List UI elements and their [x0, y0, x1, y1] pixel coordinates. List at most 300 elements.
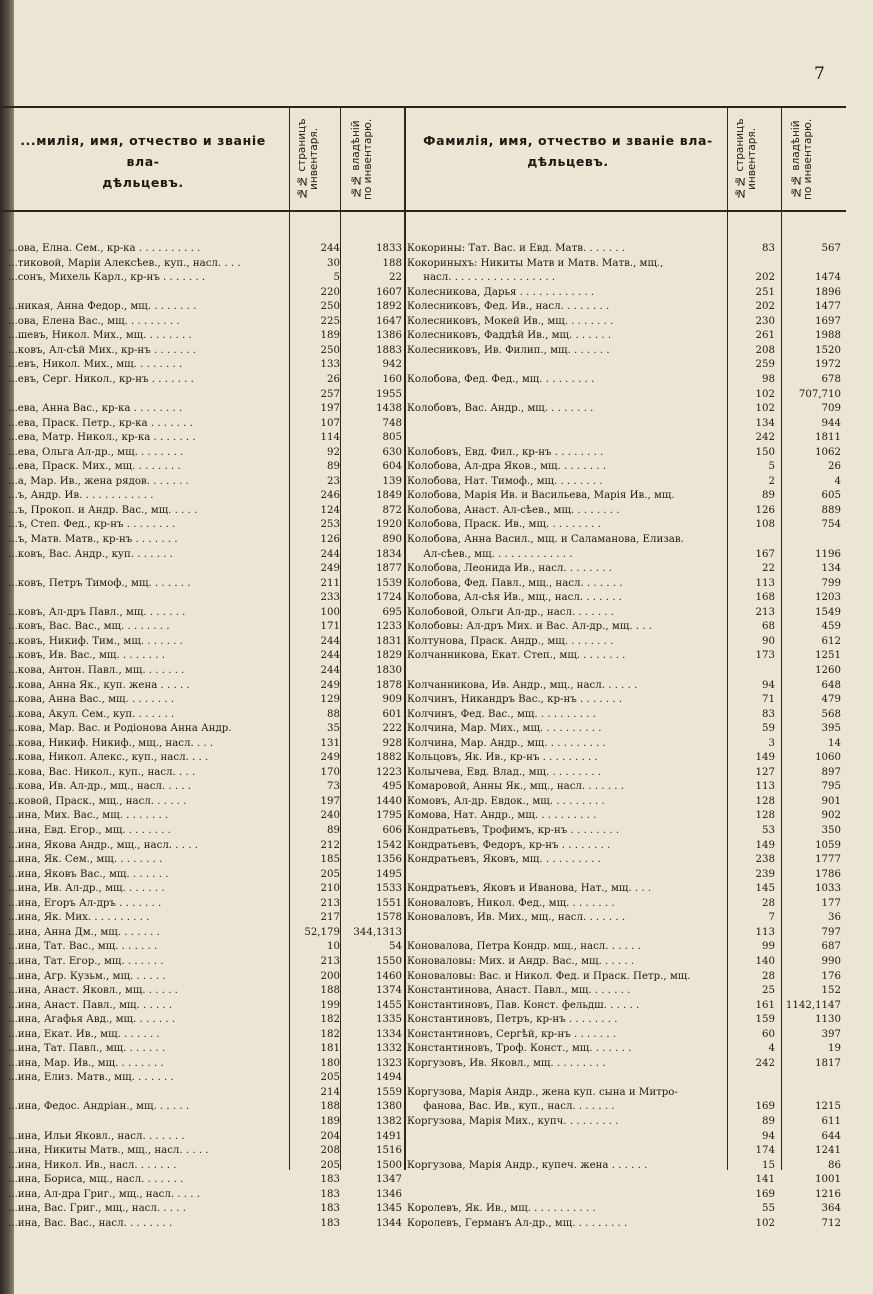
- owner-number-cell: 1777: [815, 854, 841, 866]
- page-number-cell: 94: [762, 1130, 775, 1142]
- column-header-owner-right: №№ владѣній по инвентарю.: [790, 118, 814, 200]
- page-number-cell: 249: [320, 679, 340, 691]
- page-number-cell: 211: [320, 577, 340, 589]
- page-number-cell: 182: [320, 1028, 340, 1040]
- page-number-cell: 257: [320, 388, 340, 400]
- owner-number-cell: 1335: [376, 1014, 402, 1026]
- owner-number-cell: 872: [382, 504, 402, 516]
- page-number-cell: 53: [762, 825, 775, 836]
- table-row: [8, 607, 402, 620]
- owner-name: Колтунова, Праск. Андр., мщ. . . . . . . .: [407, 635, 614, 647]
- owner-name: ...евъ, Серг. Никол., кр-нъ . . . . . . .: [8, 373, 194, 385]
- table-row: [8, 374, 402, 387]
- owner-number-cell: 612: [821, 635, 841, 647]
- owner-name: ...ина, Ильи Яковл., насл. . . . . . .: [8, 1130, 185, 1142]
- table-row: [407, 840, 843, 853]
- page-number-cell: 5: [768, 461, 775, 473]
- table-row: [8, 592, 402, 605]
- owner-number-cell: 188: [382, 257, 402, 269]
- owner-number-cell: 397: [821, 1028, 841, 1040]
- table-row: [8, 985, 402, 998]
- owner-name: ...кова, Мар. Вас. и Родіонова Анна Андр.: [8, 723, 232, 735]
- owner-number-cell: 86: [828, 1159, 841, 1171]
- table-row: [8, 418, 402, 431]
- page-number-cell: 59: [762, 723, 775, 735]
- table-row: [8, 825, 402, 838]
- table-row: [8, 665, 402, 678]
- owner-name: ...ина, Як. Мих. . . . . . . . . .: [8, 912, 150, 924]
- owner-number-cell: 901: [821, 795, 841, 807]
- page-number-cell: 217: [320, 912, 340, 924]
- owner-number-cell: 1955: [376, 388, 402, 400]
- page-number-cell: 88: [327, 708, 340, 720]
- owner-name: ...ина, Егоръ Ал-дръ . . . . . . .: [8, 897, 162, 909]
- owner-name: Константиновъ, Троф. Конст., мщ. . . . . . .: [407, 1043, 632, 1055]
- column-header-pages-right: №№ страницъ инвентаря.: [734, 118, 758, 200]
- table-row: [8, 505, 402, 518]
- owner-name: фанова, Вас. Ив., куп., насл. . . . . . .: [407, 1101, 615, 1113]
- table-row: [8, 1203, 402, 1216]
- owner-number-cell: 1251: [815, 650, 841, 662]
- owner-name: ...ковъ, Петръ Тимоф., мщ. . . . . . .: [8, 577, 191, 589]
- table-row: [8, 709, 402, 722]
- table-row: [8, 549, 402, 562]
- table-row: [407, 650, 843, 663]
- page-number-cell: 169: [755, 1101, 775, 1113]
- table-row: [407, 592, 843, 605]
- table-row: [8, 287, 402, 300]
- owner-name: Колобова, Праск. Ив., мщ. . . . . . . . .: [407, 519, 601, 531]
- page-number-cell: 129: [320, 694, 340, 706]
- page-number-cell: 200: [320, 970, 340, 982]
- page-number-cell: 249: [320, 752, 340, 764]
- owner-name: ...шевъ, Никол. Мих., мщ. . . . . . . .: [8, 330, 192, 342]
- page-number-cell: 161: [755, 999, 775, 1011]
- owner-name: ...ина, Агафья Авд., мщ. . . . . . .: [8, 1014, 176, 1026]
- table-row: [407, 927, 843, 940]
- page-number-cell: 102: [755, 1217, 775, 1229]
- page-number-cell: 124: [320, 504, 340, 516]
- page-number-cell: 127: [755, 766, 775, 778]
- owner-number-cell: 630: [382, 446, 402, 458]
- owner-number-cell: 152: [821, 985, 841, 997]
- page-number-cell: 15: [762, 1159, 775, 1171]
- page-number-cell: 145: [755, 883, 775, 895]
- owner-number-cell: 1647: [376, 315, 402, 327]
- owner-number-cell: 459: [821, 621, 841, 633]
- owner-name: ...ина, Мар. Ив., мщ. . . . . . . .: [8, 1057, 164, 1069]
- page-number-cell: 2: [768, 475, 775, 487]
- table-row: [407, 738, 843, 751]
- table-row: [8, 316, 402, 329]
- table-row: [407, 1189, 843, 1202]
- owner-number-cell: 678: [821, 373, 841, 385]
- table-row: [407, 505, 843, 518]
- owner-number-cell: 1033: [815, 883, 841, 895]
- owner-name: Колобова, Анна Васил., мщ. и Саламанова, Елизав.: [407, 534, 684, 545]
- owner-name: ...ъ, Степ. Фед., кр-нъ . . . . . . . .: [8, 519, 176, 531]
- owner-number-cell: 795: [821, 781, 841, 793]
- table-row: [407, 636, 843, 649]
- page-number-cell: 26: [327, 373, 340, 385]
- owner-name: ...ковъ, Ив. Вас., мщ. . . . . . . .: [8, 650, 165, 662]
- page-number-cell: 261: [755, 330, 775, 342]
- owner-number-cell: 1495: [376, 868, 402, 880]
- table-row: [8, 912, 402, 925]
- owner-name: ...ина, Вас. Григ., мщ., насл. . . . .: [8, 1203, 186, 1215]
- owner-name: ...ъ, Прокоп. и Андр. Вас., мщ. . . . .: [8, 504, 198, 516]
- table-row: [407, 549, 843, 562]
- table-row: [8, 840, 402, 853]
- page-number-cell: 131: [320, 737, 340, 749]
- page-number-cell: 180: [320, 1057, 340, 1069]
- page-number-cell: 68: [762, 621, 775, 633]
- owner-name: ...кова, Никиф. Никиф., мщ., насл. . . .: [8, 737, 214, 749]
- table-row: [8, 476, 402, 489]
- owner-name: Колесниковъ, Фаддѣй Ив., мщ. . . . . . .: [407, 330, 612, 342]
- owner-name: Константиновъ, Петръ, кр-нъ . . . . . . . .: [407, 1014, 618, 1026]
- page-number-cell: 55: [762, 1203, 775, 1215]
- owner-name: ...ковъ, Вас. Вас., мщ. . . . . . . .: [8, 621, 170, 633]
- table-row: [8, 1000, 402, 1013]
- table-row: [407, 461, 843, 474]
- owner-number-cell: 1332: [376, 1043, 402, 1055]
- owner-number-cell: 605: [821, 490, 841, 502]
- owner-number-cell: 1130: [815, 1014, 841, 1026]
- owner-name: ...кова, Никол. Алекс., куп., насл. . . .: [8, 752, 209, 764]
- owner-name: Колесниковъ, Ив. Филип., мщ. . . . . . .: [407, 344, 610, 356]
- page-number-cell: 159: [755, 1014, 775, 1026]
- owner-number-cell: 928: [382, 737, 402, 749]
- table-row: [407, 665, 843, 678]
- table-row: [407, 985, 843, 998]
- owner-number-cell: 944: [821, 417, 841, 429]
- owner-name: ...ева, Анна Вас., кр-ка . . . . . . . .: [8, 403, 183, 415]
- owner-number-cell: 1474: [815, 272, 841, 284]
- owner-number-cell: 1059: [815, 839, 841, 851]
- owner-name: Ал-сѣев., мщ. . . . . . . . . . . . .: [407, 548, 573, 560]
- owner-number-cell: 1374: [376, 985, 402, 997]
- table-row: [8, 258, 402, 271]
- page-number-cell: 181: [320, 1043, 340, 1055]
- owner-number-cell: 1559: [376, 1086, 402, 1098]
- table-row: [407, 447, 843, 460]
- table-row: [8, 461, 402, 474]
- owner-number-cell: 1440: [376, 795, 402, 807]
- owner-name: Колесниковъ, Фед. Ив., насл. . . . . . . .: [407, 301, 610, 313]
- page-number-cell: 113: [755, 577, 775, 589]
- owner-number-cell: 648: [821, 679, 841, 691]
- owner-name: ...ковъ, Никиф. Тим., мщ. . . . . . .: [8, 635, 183, 647]
- table-row: [8, 854, 402, 867]
- owner-number-cell: 1460: [376, 970, 402, 982]
- table-row: [407, 956, 843, 969]
- table-row: [8, 1218, 402, 1231]
- table-row: [8, 810, 402, 823]
- owner-name: Коноваловъ, Никол. Фед., мщ. . . . . . . .: [407, 897, 615, 909]
- page-number-cell: 244: [320, 243, 340, 254]
- owner-number-cell: 1455: [376, 999, 402, 1011]
- owner-name: ...ова, Елна. Сем., кр-ка . . . . . . . . . .: [8, 243, 201, 254]
- page-number-cell: 239: [755, 868, 775, 880]
- owner-name: Коноваловъ, Ив. Мих., мщ., насл. . . . . . .: [407, 912, 626, 924]
- owner-number-cell: 1344: [376, 1217, 402, 1229]
- table-row: [407, 694, 843, 707]
- owner-number-cell: 26: [828, 461, 841, 473]
- table-row: [8, 301, 402, 314]
- owner-name: Колобова, Фед. Фед., мщ. . . . . . . . .: [407, 373, 595, 385]
- page-number-cell: 7: [768, 912, 775, 924]
- owner-name: Колобовъ, Вас. Андр., мщ. . . . . . . .: [407, 403, 594, 415]
- page-number-cell: 108: [755, 519, 775, 531]
- table-row: [407, 898, 843, 911]
- owner-name: Константиновъ, Сергѣй, кр-нъ . . . . . . .: [407, 1028, 617, 1040]
- table-row: [8, 243, 402, 256]
- page-number-cell: 170: [320, 766, 340, 778]
- table-row: [407, 1000, 843, 1013]
- column-divider: [404, 106, 406, 1170]
- table-row: [8, 781, 402, 794]
- owner-name: ...ина, Ив. Ал-др., мщ. . . . . . .: [8, 883, 165, 895]
- table-row: [8, 738, 402, 751]
- owner-number-cell: 479: [821, 694, 841, 706]
- page-number-cell: 242: [755, 432, 775, 444]
- page-number-cell: 134: [755, 417, 775, 429]
- owner-name: ...ева, Праск. Мих., мщ. . . . . . . .: [8, 461, 181, 473]
- owner-name: ...ина, Вас. Вас., насл. . . . . . . .: [8, 1217, 173, 1229]
- table-row: [407, 1072, 843, 1085]
- owner-number-cell: 1830: [376, 664, 402, 676]
- page-number-cell: 238: [755, 854, 775, 866]
- owner-number-cell: 644: [821, 1130, 841, 1142]
- owner-number-cell: 1550: [376, 955, 402, 967]
- page-number-cell: 208: [755, 344, 775, 356]
- page-number-cell: 171: [320, 621, 340, 633]
- page-number-cell: 204: [320, 1130, 340, 1142]
- table-row: [407, 810, 843, 823]
- page-number-cell: 128: [755, 810, 775, 822]
- owner-name: ...ковой, Праск., мщ., насл. . . . . .: [8, 795, 187, 807]
- table-row: [407, 1145, 843, 1158]
- page-number-cell: 25: [762, 985, 775, 997]
- owner-number-cell: 222: [382, 723, 402, 735]
- owner-number-cell: 754: [821, 519, 841, 531]
- table-row: [8, 869, 402, 882]
- page-number-cell: 149: [755, 839, 775, 851]
- owner-name: Колобова, Ал-сѣя Ив., мщ., насл. . . . . . .: [407, 592, 622, 604]
- page-number-cell: 213: [755, 606, 775, 618]
- owner-name: Кольцовъ, Як. Ив., кр-нъ . . . . . . . . .: [407, 752, 598, 764]
- owner-number-cell: 1533: [376, 883, 402, 895]
- table-row: [407, 680, 843, 693]
- table-row: [8, 578, 402, 591]
- page-number-cell: 107: [320, 417, 340, 429]
- table-row: [407, 330, 843, 343]
- table-row: [407, 578, 843, 591]
- table-row: [8, 490, 402, 503]
- page-number-cell: 90: [762, 635, 775, 647]
- owner-number-cell: 1831: [376, 635, 402, 647]
- page-number-cell: 244: [320, 635, 340, 647]
- owner-number-cell: 889: [821, 504, 841, 516]
- owner-number-cell: 687: [821, 941, 841, 953]
- page-number-cell: 100: [320, 606, 340, 618]
- table-row: [407, 709, 843, 722]
- page-number-cell: 246: [320, 490, 340, 502]
- table-row: [407, 301, 843, 314]
- owner-name: ...ковъ, Ал-сѣй Мих., кр-нъ . . . . . . .: [8, 344, 197, 356]
- table-row: [8, 621, 402, 634]
- owner-name: ...ева, Ольга Ал-др., мщ. . . . . . . .: [8, 446, 184, 458]
- table-row: [407, 1218, 843, 1231]
- page-number-cell: 183: [320, 1188, 340, 1200]
- owner-name: ...ева, Праск. Петр., кр-ка . . . . . . .: [8, 417, 193, 429]
- owner-number-cell: 22: [389, 272, 402, 284]
- top-rule: [0, 106, 846, 108]
- table-row: [407, 912, 843, 925]
- page-number-cell: 205: [320, 868, 340, 880]
- table-row: [407, 767, 843, 780]
- owner-name: Коноваловы: Вас. и Никол. Фед. и Праск. Петр., мщ.: [407, 970, 691, 982]
- owner-name: ...ова, Елена Вас., мщ. . . . . . . . .: [8, 315, 180, 327]
- owner-number-cell: 1988: [815, 330, 841, 342]
- table-row: [8, 694, 402, 707]
- owner-name: Колобова, Марія Ив. и Васильева, Марія Ив., мщ.: [407, 490, 675, 502]
- owner-number-cell: 1346: [376, 1188, 402, 1200]
- page-number-cell: 244: [320, 664, 340, 676]
- owner-number-cell: 1215: [815, 1101, 841, 1113]
- page-number-cell: 113: [755, 926, 775, 938]
- table-row: [407, 1014, 843, 1027]
- owner-number-cell: 350: [821, 825, 841, 836]
- page-number-cell: 230: [755, 315, 775, 327]
- page-number-cell: 240: [320, 810, 340, 822]
- owner-number-cell: 1516: [376, 1145, 402, 1157]
- owner-name: Колобова, Нат. Тимоф., мщ. . . . . . . .: [407, 475, 603, 487]
- page-number-cell: 99: [762, 941, 775, 953]
- owner-name: Колобова, Фед. Павл., мщ., насл. . . . . . .: [407, 577, 623, 589]
- owner-number-cell: 177: [821, 897, 841, 909]
- page-number-cell: 60: [762, 1028, 775, 1040]
- owner-number-cell: 1817: [815, 1057, 841, 1069]
- table-row: [407, 359, 843, 372]
- owner-name: Колобова, Леонида Ив., насл. . . . . . . .: [407, 563, 612, 575]
- owner-number-cell: 1551: [376, 897, 402, 909]
- header-rule: [0, 210, 846, 212]
- owner-number-cell: 797: [821, 926, 841, 938]
- owner-name: Королевъ, Як. Ив., мщ. . . . . . . . . . .: [407, 1203, 596, 1215]
- owner-number-cell: 1896: [815, 286, 841, 298]
- page-number-cell: 167: [755, 548, 775, 560]
- owner-number-cell: 1920: [376, 519, 402, 531]
- table-row: [407, 389, 843, 402]
- page-number-cell: 52,179: [304, 926, 340, 938]
- table-row: [8, 403, 402, 416]
- table-row: [8, 752, 402, 765]
- owner-name: Кондратьевъ, Трофимъ, кр-нъ . . . . . . . .: [407, 825, 620, 836]
- page-number-cell: 89: [327, 825, 340, 836]
- owner-number-cell: 1356: [376, 854, 402, 866]
- owner-number-cell: 1345: [376, 1203, 402, 1215]
- table-row: [407, 1029, 843, 1042]
- owner-number-cell: 1724: [376, 592, 402, 604]
- owner-name: Колчанникова, Екат. Степ., мщ. . . . . . . .: [407, 650, 626, 662]
- owner-number-cell: 54: [389, 941, 402, 953]
- page-number-cell: 149: [755, 752, 775, 764]
- table-row: [407, 316, 843, 329]
- page-number-cell: 174: [755, 1145, 775, 1157]
- owner-number-cell: 1520: [815, 344, 841, 356]
- owner-number-cell: 890: [382, 534, 402, 545]
- owner-number-cell: 36: [828, 912, 841, 924]
- owner-name: ...ина, Тат. Павл., мщ. . . . . . .: [8, 1043, 166, 1055]
- page-number-cell: 73: [327, 781, 340, 793]
- owner-name: Коновалова, Петра Кондр. мщ., насл. . . . . .: [407, 941, 641, 953]
- owner-number-cell: 568: [821, 708, 841, 720]
- owner-number-cell: 1477: [815, 301, 841, 313]
- table-row: [8, 1029, 402, 1042]
- owner-number-cell: 176: [821, 970, 841, 982]
- page-number-cell: 133: [320, 359, 340, 371]
- page-number-cell: 208: [320, 1145, 340, 1157]
- owner-number-cell: 364: [821, 1203, 841, 1215]
- table-row: [407, 534, 843, 547]
- table-row: [8, 1043, 402, 1056]
- owner-name: Колесникова, Дарья . . . . . . . . . . . .: [407, 286, 595, 298]
- owner-name: Комаровой, Анны Як., мщ., насл. . . . . . .: [407, 781, 625, 793]
- page-number-cell: 94: [762, 679, 775, 691]
- owner-number-cell: 395: [821, 723, 841, 735]
- table-row: [8, 927, 402, 940]
- table-row: [8, 519, 402, 532]
- column-header-pages-left: №№ страницъ инвентаря.: [296, 118, 320, 200]
- owner-name: Кондратьевъ, Яковъ и Иванова, Нат., мщ. . . .: [407, 883, 652, 895]
- page-number-cell: 210: [320, 883, 340, 895]
- table-row: [8, 1131, 402, 1144]
- table-row: [8, 1189, 402, 1202]
- owner-name: ...сонъ, Михель Карл., кр-нъ . . . . . . .: [8, 272, 206, 284]
- owner-number-cell: 19: [828, 1043, 841, 1055]
- column-header-name-right: Фамилія, имя, отчество и званіе вла- дѣльцевъ.: [423, 133, 713, 169]
- table-row: [407, 621, 843, 634]
- page-number-cell: 188: [320, 985, 340, 997]
- table-row: [8, 650, 402, 663]
- table-row: [8, 1014, 402, 1027]
- table-row: [8, 723, 402, 736]
- page-number-cell: 250: [320, 344, 340, 356]
- owner-name: ...ева, Матр. Никол., кр-ка . . . . . . .: [8, 432, 196, 444]
- owner-number-cell: 1878: [376, 679, 402, 691]
- page-number-cell: 168: [755, 592, 775, 604]
- table-row: [8, 389, 402, 402]
- owner-name: Коноваловы: Мих. и Андр. Вас., мщ. . . . . .: [407, 955, 635, 967]
- owner-number-cell: 902: [821, 810, 841, 822]
- owner-number-cell: 1347: [376, 1174, 402, 1186]
- table-row: [407, 272, 843, 285]
- page-number-cell: 202: [755, 272, 775, 284]
- page-number-cell: 249: [320, 563, 340, 575]
- owner-number-cell: 4: [834, 475, 841, 487]
- page-number-cell: 259: [755, 359, 775, 371]
- owner-number-cell: 1811: [815, 432, 841, 444]
- owner-name: Константиновъ, Пав. Конст. фельдш. . . . . .: [407, 999, 640, 1011]
- owner-number-cell: 1438: [376, 403, 402, 415]
- table-row: [407, 258, 843, 271]
- owner-name: ...ина, Мих. Вас., мщ. . . . . . . .: [8, 810, 169, 822]
- page-number-cell: 102: [755, 403, 775, 415]
- owner-name: Колесниковъ, Мокей Ив., мщ. . . . . . . .: [407, 315, 614, 327]
- page-number-cell: 102: [755, 388, 775, 400]
